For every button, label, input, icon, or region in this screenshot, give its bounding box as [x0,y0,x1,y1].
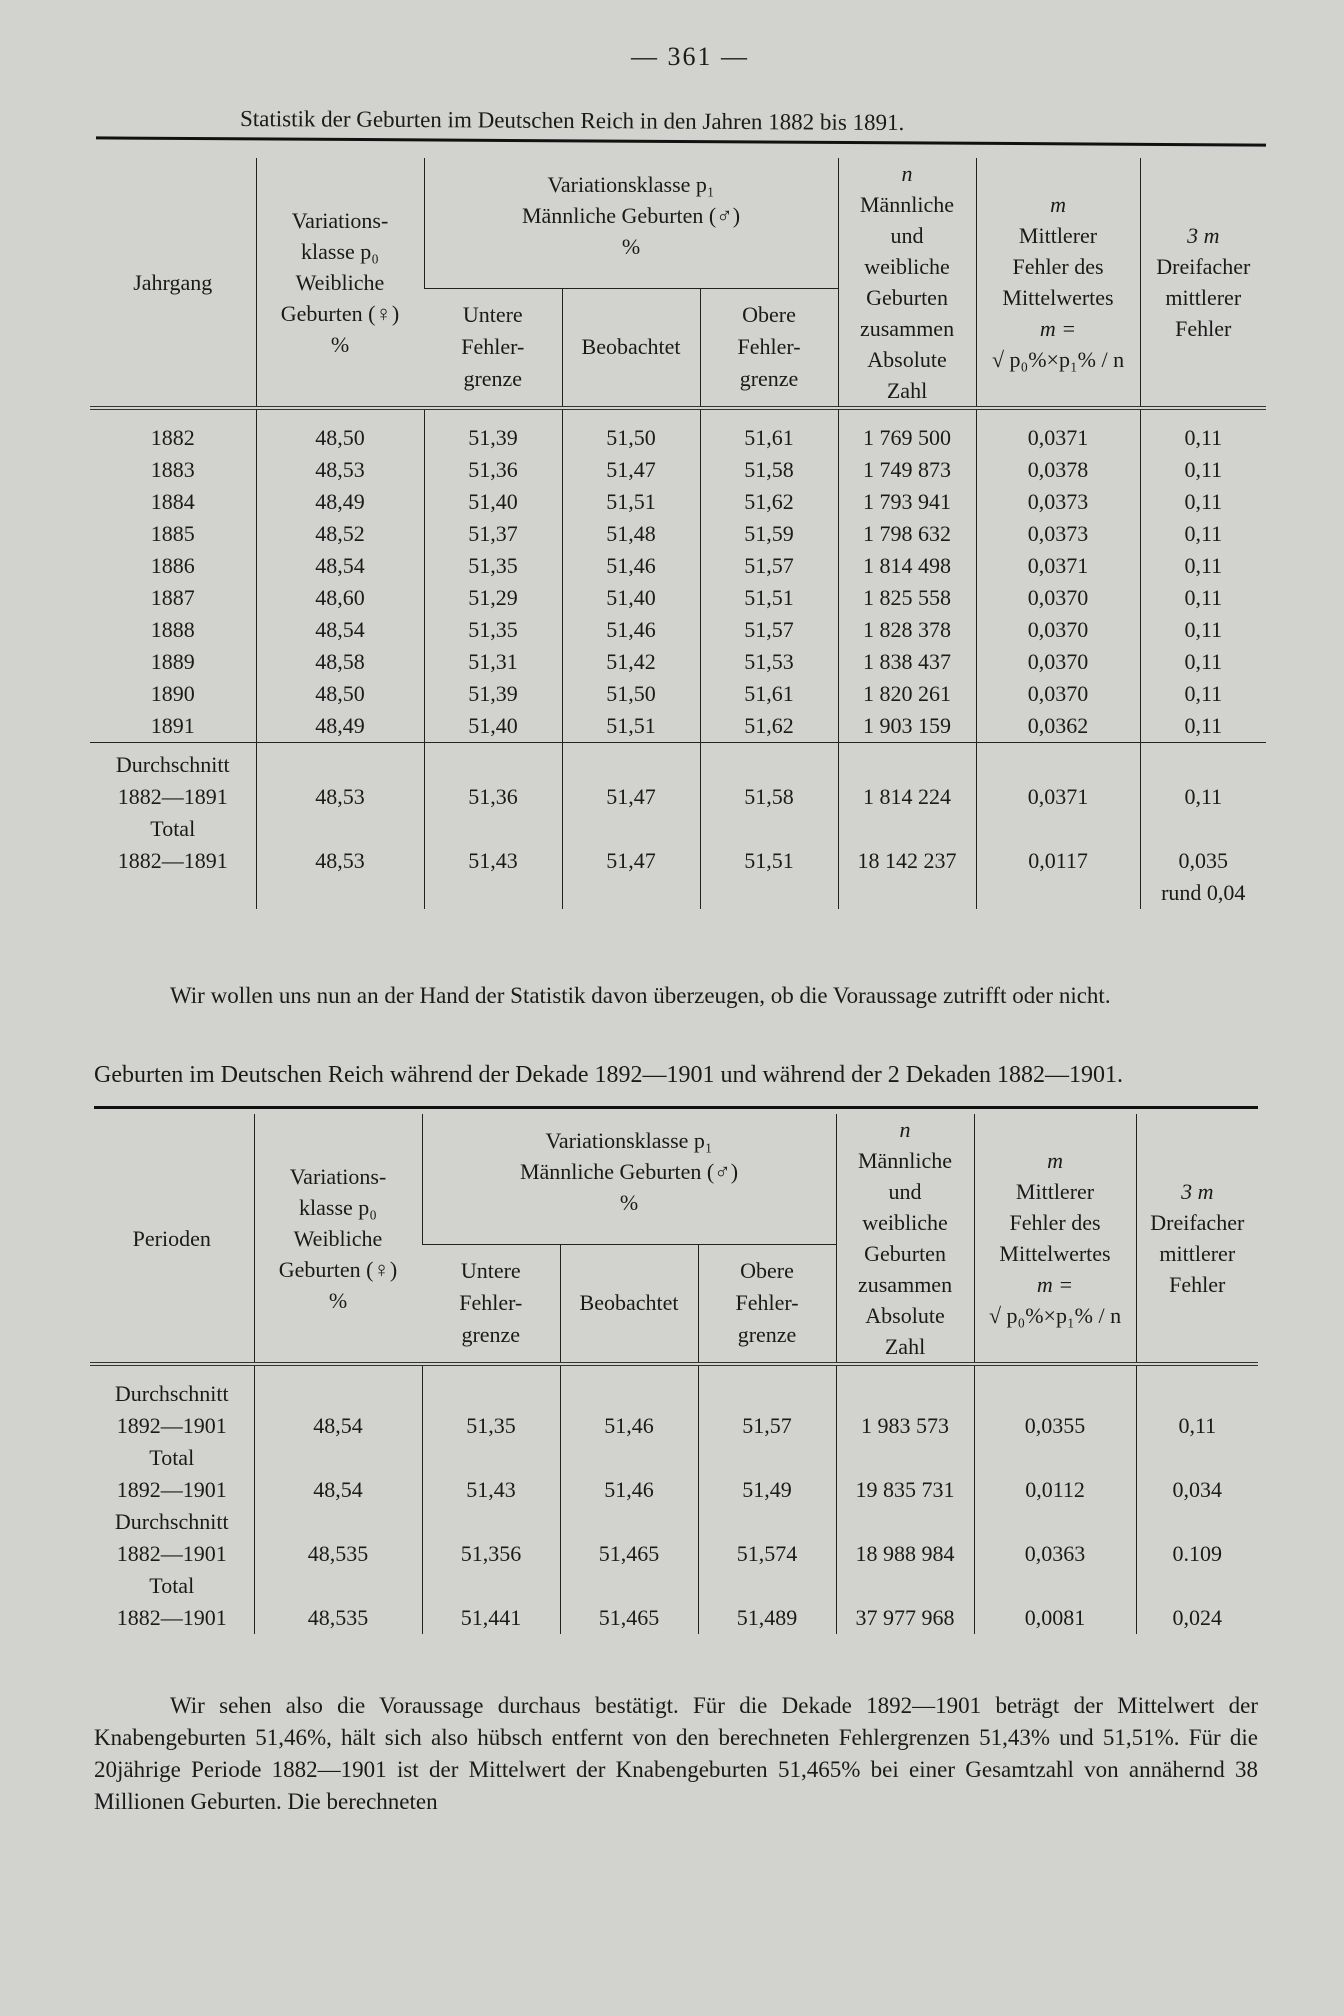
year-cell: 1888 [150,617,195,642]
lower-limit-cell: 51,29 [424,582,562,614]
lower-cell: 51,35 [422,1364,560,1442]
table-row [90,408,1266,454]
m-cell: 0,0112 [974,1442,1136,1506]
m-cell: 0,0363 [974,1506,1136,1570]
m-cell: 0,0081 [974,1570,1136,1634]
upper-limit-cell: 51,57 [700,614,838,646]
upper-limit-cell: 51,53 [700,646,838,678]
table2-caption: Geburten im Deutschen Reich während der Dekade 1892—1901 und während der 2 Dekaden 1882—1901. [94,1062,1124,1088]
p0-cell: 48,52 [256,518,424,550]
births-total-cell: 1 838 437 [838,646,976,678]
page-number: — 361 — [631,42,749,71]
births-total-cell: 1 793 941 [838,486,976,518]
births-total-cell: 1 820 261 [838,678,976,710]
mean-error-cell: 0,0378 [976,454,1140,486]
triple-error-cell: 0,11 [1140,710,1266,743]
births-total-cell: 1 825 558 [838,582,976,614]
table-row [90,1364,1258,1442]
upper-cell: 51,574 [698,1506,836,1570]
p0-cell: 48,535 [254,1506,422,1570]
e3-cell: 0,11 [1136,1364,1258,1442]
period-label-cell: Total 1892—1901 [116,1445,227,1502]
header-obere: Obere Fehler- grenze [700,288,838,408]
lower-cell: 51,43 [422,1442,560,1506]
year-cell: 1889 [150,649,195,674]
p0-cell: 48,58 [256,646,424,678]
observed-cell: 51,51 [562,710,700,743]
p0-cell: 48,49 [256,486,424,518]
observed-cell: 51,48 [562,518,700,550]
header-p0: Variations- klasse p₀ Weibliche Geburten (♀) % [256,158,424,408]
triple-error-cell: 0,11 [1140,408,1266,454]
obs-cell: 51,465 [560,1570,698,1634]
mean-error-cell: 0,0371 [976,550,1140,582]
observed-cell: 51,50 [562,408,700,454]
triple-error-cell: 0,11 [1140,582,1266,614]
p0-cell: 48,60 [256,582,424,614]
births-total-cell: 1 828 378 [838,614,976,646]
year-cell: 1885 [150,521,195,546]
paragraph-1: Wir wollen uns nun an der Hand der Statistik davon überzeugen, ob die Voraussage zutrifft oder nicht. [170,983,1111,1008]
observed-cell: 51,40 [562,582,700,614]
births-total-cell: 1 769 500 [838,408,976,454]
header-p1-group: Variationsklasse p₁ Männliche Geburten (♂) % [424,158,838,288]
n-cell: 19 835 731 [836,1442,974,1506]
table-row [90,678,1266,710]
e3-cell: 0,034 [1136,1442,1258,1506]
triple-error-cell: 0,11 [1140,646,1266,678]
year-cell: 1884 [150,489,195,514]
lower-cell: 51,441 [422,1570,560,1634]
p0-cell: 48,535 [254,1570,422,1634]
table2-top-rule [94,1106,1258,1109]
e3-cell: 0,024 [1136,1570,1258,1634]
triple-error-cell: 0,11 [1140,614,1266,646]
header-obere: Obere Fehler- grenze [698,1244,836,1364]
upper-limit-cell: 51,62 [700,710,838,743]
observed-cell: 51,46 [562,614,700,646]
p0-cell: 48,49 [256,710,424,743]
mean-error-cell: 0,0371 [976,408,1140,454]
p0-cell: 48,50 [256,678,424,710]
mean-error-cell: 0,0373 [976,518,1140,550]
lower-limit-cell: 51,40 [424,486,562,518]
year-cell: 1882 [90,408,256,454]
p0-cell: 48,54 [256,550,424,582]
upper-cell: 51,49 [698,1442,836,1506]
m-cell: 0,0117 [976,813,1140,909]
observed-cell: 51,50 [562,678,700,710]
lower-cell: 51,36 [424,743,562,814]
triple-error-cell: 0,11 [1140,486,1266,518]
period-label-cell: Durchschnitt 1882—1891 [90,743,256,814]
header-perioden: Perioden [132,1225,211,1251]
table2 [90,1114,1258,1634]
p0-cell: 48,53 [256,743,424,814]
observed-cell: 51,51 [562,486,700,518]
table-row [90,1442,1258,1506]
table1 [90,158,1266,909]
upper-limit-cell: 51,51 [700,582,838,614]
header-beobachtet: Beobachtet [560,1244,698,1364]
header-3m: 3 m Dreifacher mittlerer Fehler [1140,158,1266,408]
n-cell: 18 142 237 [838,813,976,909]
year-cell: 1883 [150,457,195,482]
n-cell: 1 814 224 [838,743,976,814]
table-row [90,646,1266,678]
lower-limit-cell: 51,31 [424,646,562,678]
paragraph-2: Wir sehen also die Voraussage durchaus bestätigt. Für die Dekade 1892—1901 beträgt der Mittelwert der Knabengeburten 51,46%, hält sich also hübsch entfernt von den berechneten Fehlergrenzen 51,43% und 51,51%. Für die 20jährige Periode 1882—1901 ist der Mittelwert der Knabengeburten 51,465% bei einer Gesamtzahl von annähernd 38 Millionen Geburten. Die berechneten [94,1693,1258,1814]
triple-error-cell: 0,11 [1140,518,1266,550]
triple-error-cell: 0,11 [1140,678,1266,710]
summary-row [90,743,1266,814]
n-cell: 37 977 968 [836,1570,974,1634]
header-n: n Männliche und weibliche Geburten zusammen Absolute Zahl [838,158,976,408]
summary-row [90,813,1266,909]
year-cell: 1891 [150,713,195,738]
triple-error-cell: 0,11 [1140,743,1266,814]
header-m: m Mittlerer Fehler des Mittelwertes m = √ p₀%×p₁% / n [976,158,1140,408]
mean-error-cell: 0,0373 [976,486,1140,518]
p0-cell: 48,54 [254,1442,422,1506]
observed-cell: 51,47 [562,454,700,486]
births-total-cell: 1 798 632 [838,518,976,550]
lower-limit-cell: 51,39 [424,408,562,454]
header-m: m Mittlerer Fehler des Mittelwertes m = √ p₀%×p₁% / n [974,1114,1136,1364]
table-row [90,486,1266,518]
lower-cell: 51,43 [424,813,562,909]
mean-error-cell: 0,0370 [976,582,1140,614]
table-row [90,710,1266,743]
upper-limit-cell: 51,59 [700,518,838,550]
triple-error-cell: 0,11 [1140,454,1266,486]
obs-cell: 51,47 [562,813,700,909]
lower-limit-cell: 51,35 [424,550,562,582]
obs-cell: 51,46 [560,1442,698,1506]
upper-limit-cell: 51,57 [700,550,838,582]
period-label-cell: Durchschnitt 1882—1901 [114,1509,229,1566]
header-beobachtet: Beobachtet [562,288,700,408]
header-p1-group: Variationsklasse p₁ Männliche Geburten (♂) % [422,1114,836,1244]
lower-limit-cell: 51,39 [424,678,562,710]
lower-limit-cell: 51,37 [424,518,562,550]
births-total-cell: 1 814 498 [838,550,976,582]
table1-top-rule [96,136,1266,146]
table1-caption: Statistik der Geburten im Deutschen Reich in den Jahren 1882 bis 1891. [239,105,905,136]
n-cell: 1 983 573 [836,1364,974,1442]
lower-limit-cell: 51,40 [424,710,562,743]
e3-cell: 0.109 [1136,1506,1258,1570]
mean-error-cell: 0,0362 [976,710,1140,743]
lower-limit-cell: 51,35 [424,614,562,646]
obs-cell: 51,46 [560,1364,698,1442]
table-row [90,582,1266,614]
mean-error-cell: 0,0370 [976,614,1140,646]
table-row [90,454,1266,486]
upper-cell: 51,489 [698,1570,836,1634]
triple-error-cell: 0,11 [1140,550,1266,582]
lower-cell: 51,356 [422,1506,560,1570]
observed-cell: 51,42 [562,646,700,678]
m-cell: 0,0371 [976,743,1140,814]
header-untere: Untere Fehler- grenze [424,288,562,408]
table-row [90,1570,1258,1634]
births-total-cell: 1 749 873 [838,454,976,486]
table-row [90,550,1266,582]
period-label-cell: Total 1882—1891 [117,816,228,873]
header-3m: 3 m Dreifacher mittlerer Fehler [1136,1114,1258,1364]
year-cell: 1887 [150,585,195,610]
upper-cell: 51,57 [698,1364,836,1442]
header-p0: Variations- klasse p₀ Weibliche Geburten (♀) % [254,1114,422,1364]
upper-cell: 51,51 [700,813,838,909]
p0-cell: 48,54 [256,614,424,646]
mean-error-cell: 0,0370 [976,678,1140,710]
upper-limit-cell: 51,61 [700,408,838,454]
obs-cell: 51,47 [562,743,700,814]
p0-cell: 48,50 [256,408,424,454]
upper-limit-cell: 51,58 [700,454,838,486]
mean-error-cell: 0,0370 [976,646,1140,678]
obs-cell: 51,465 [560,1506,698,1570]
header-n: n Männliche und weibliche Geburten zusammen Absolute Zahl [836,1114,974,1364]
n-cell: 18 988 984 [836,1506,974,1570]
year-cell: 1890 [150,681,195,706]
table-row [90,1506,1258,1570]
table-row [90,518,1266,550]
year-cell: 1886 [150,553,195,578]
triple-error-cell: 0,035 rund 0,04 [1140,813,1266,909]
lower-limit-cell: 51,36 [424,454,562,486]
observed-cell: 51,46 [562,550,700,582]
upper-limit-cell: 51,62 [700,486,838,518]
header-jahrgang: Jahrgang [133,269,213,295]
table-row [90,614,1266,646]
upper-cell: 51,58 [700,743,838,814]
upper-limit-cell: 51,61 [700,678,838,710]
header-untere: Untere Fehler- grenze [422,1244,560,1364]
p0-cell: 48,53 [256,454,424,486]
period-label-cell: Durchschnitt 1892—1901 [90,1364,254,1442]
p0-cell: 48,54 [254,1364,422,1442]
m-cell: 0,0355 [974,1364,1136,1442]
births-total-cell: 1 903 159 [838,710,976,743]
p0-cell: 48,53 [256,813,424,909]
period-label-cell: Total 1882—1901 [116,1573,227,1630]
